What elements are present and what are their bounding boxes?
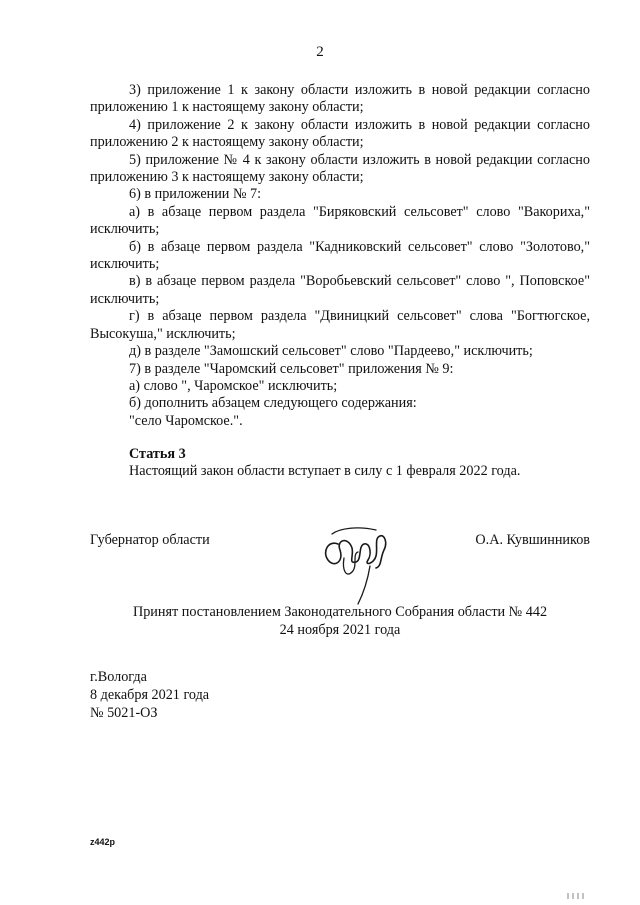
paragraph: "село Чаромское.". [129,412,243,429]
scan-marks [566,892,586,900]
governor-name: О.А. Кувшинников [475,532,590,548]
adoption-line: Принят постановлением Законодательного Собрания области № 442 [132,604,548,620]
city: г.Вологда [90,669,147,685]
amendments-list [90,82,590,430]
paragraph: 7) в разделе "Чаромский сельсовет" приложения № 9: [129,360,454,377]
article-title: Статья 3 [129,446,186,462]
paragraph: б) в абзаце первом раздела "Кадниковский сельсовет" слово "Золотово," исключить; [90,238,590,273]
document-code: z442p [90,837,116,847]
place-and-date [90,668,209,722]
article-3 [90,446,590,481]
paragraph: 3) приложение 1 к закону области изложить в новой редакции согласно приложению 1 к настоящему закону области; [90,82,590,116]
adoption-note [90,603,590,639]
paragraph: а) слово ", Чаромское" исключить; [129,377,338,394]
paragraph: г) в абзаце первом раздела "Двиницкий сельсовет" слова "Богтюгское, Высокуша," исключить; [90,308,590,342]
governor-title: Губернатор области [90,532,210,548]
paragraph: а) в абзаце первом раздела "Биряковский сельсовет" слово "Вакориха," исключить; [90,203,590,238]
paragraph: 6) в приложении № 7: [129,186,262,203]
paragraph: б) дополнить абзацем следующего содержания: [129,395,417,412]
handwritten-signature [318,518,390,606]
paragraph: в) в абзаце первом раздела "Воробьевский сельсовет" слово ", Поповское" исключить; [90,273,590,307]
paragraph: д) в разделе "Замошский сельсовет" слово "Пардеево," исключить; [129,343,533,360]
adoption-date: 24 ноября 2021 года [279,622,401,638]
law-number: № 5021-ОЗ [90,705,158,721]
paragraph: 5) приложение № 4 к закону области изложить в новой редакции согласно приложению 3 к настоящему закону области; [90,151,590,186]
page-number: 2 [316,44,324,60]
article-text: Настоящий закон области вступает в силу с 1 февраля 2022 года. [129,463,521,480]
paragraph: 4) приложение 2 к закону области изложить в новой редакции согласно приложению 2 к настоящему закону области; [90,116,590,151]
signing-date: 8 декабря 2021 года [90,687,210,703]
